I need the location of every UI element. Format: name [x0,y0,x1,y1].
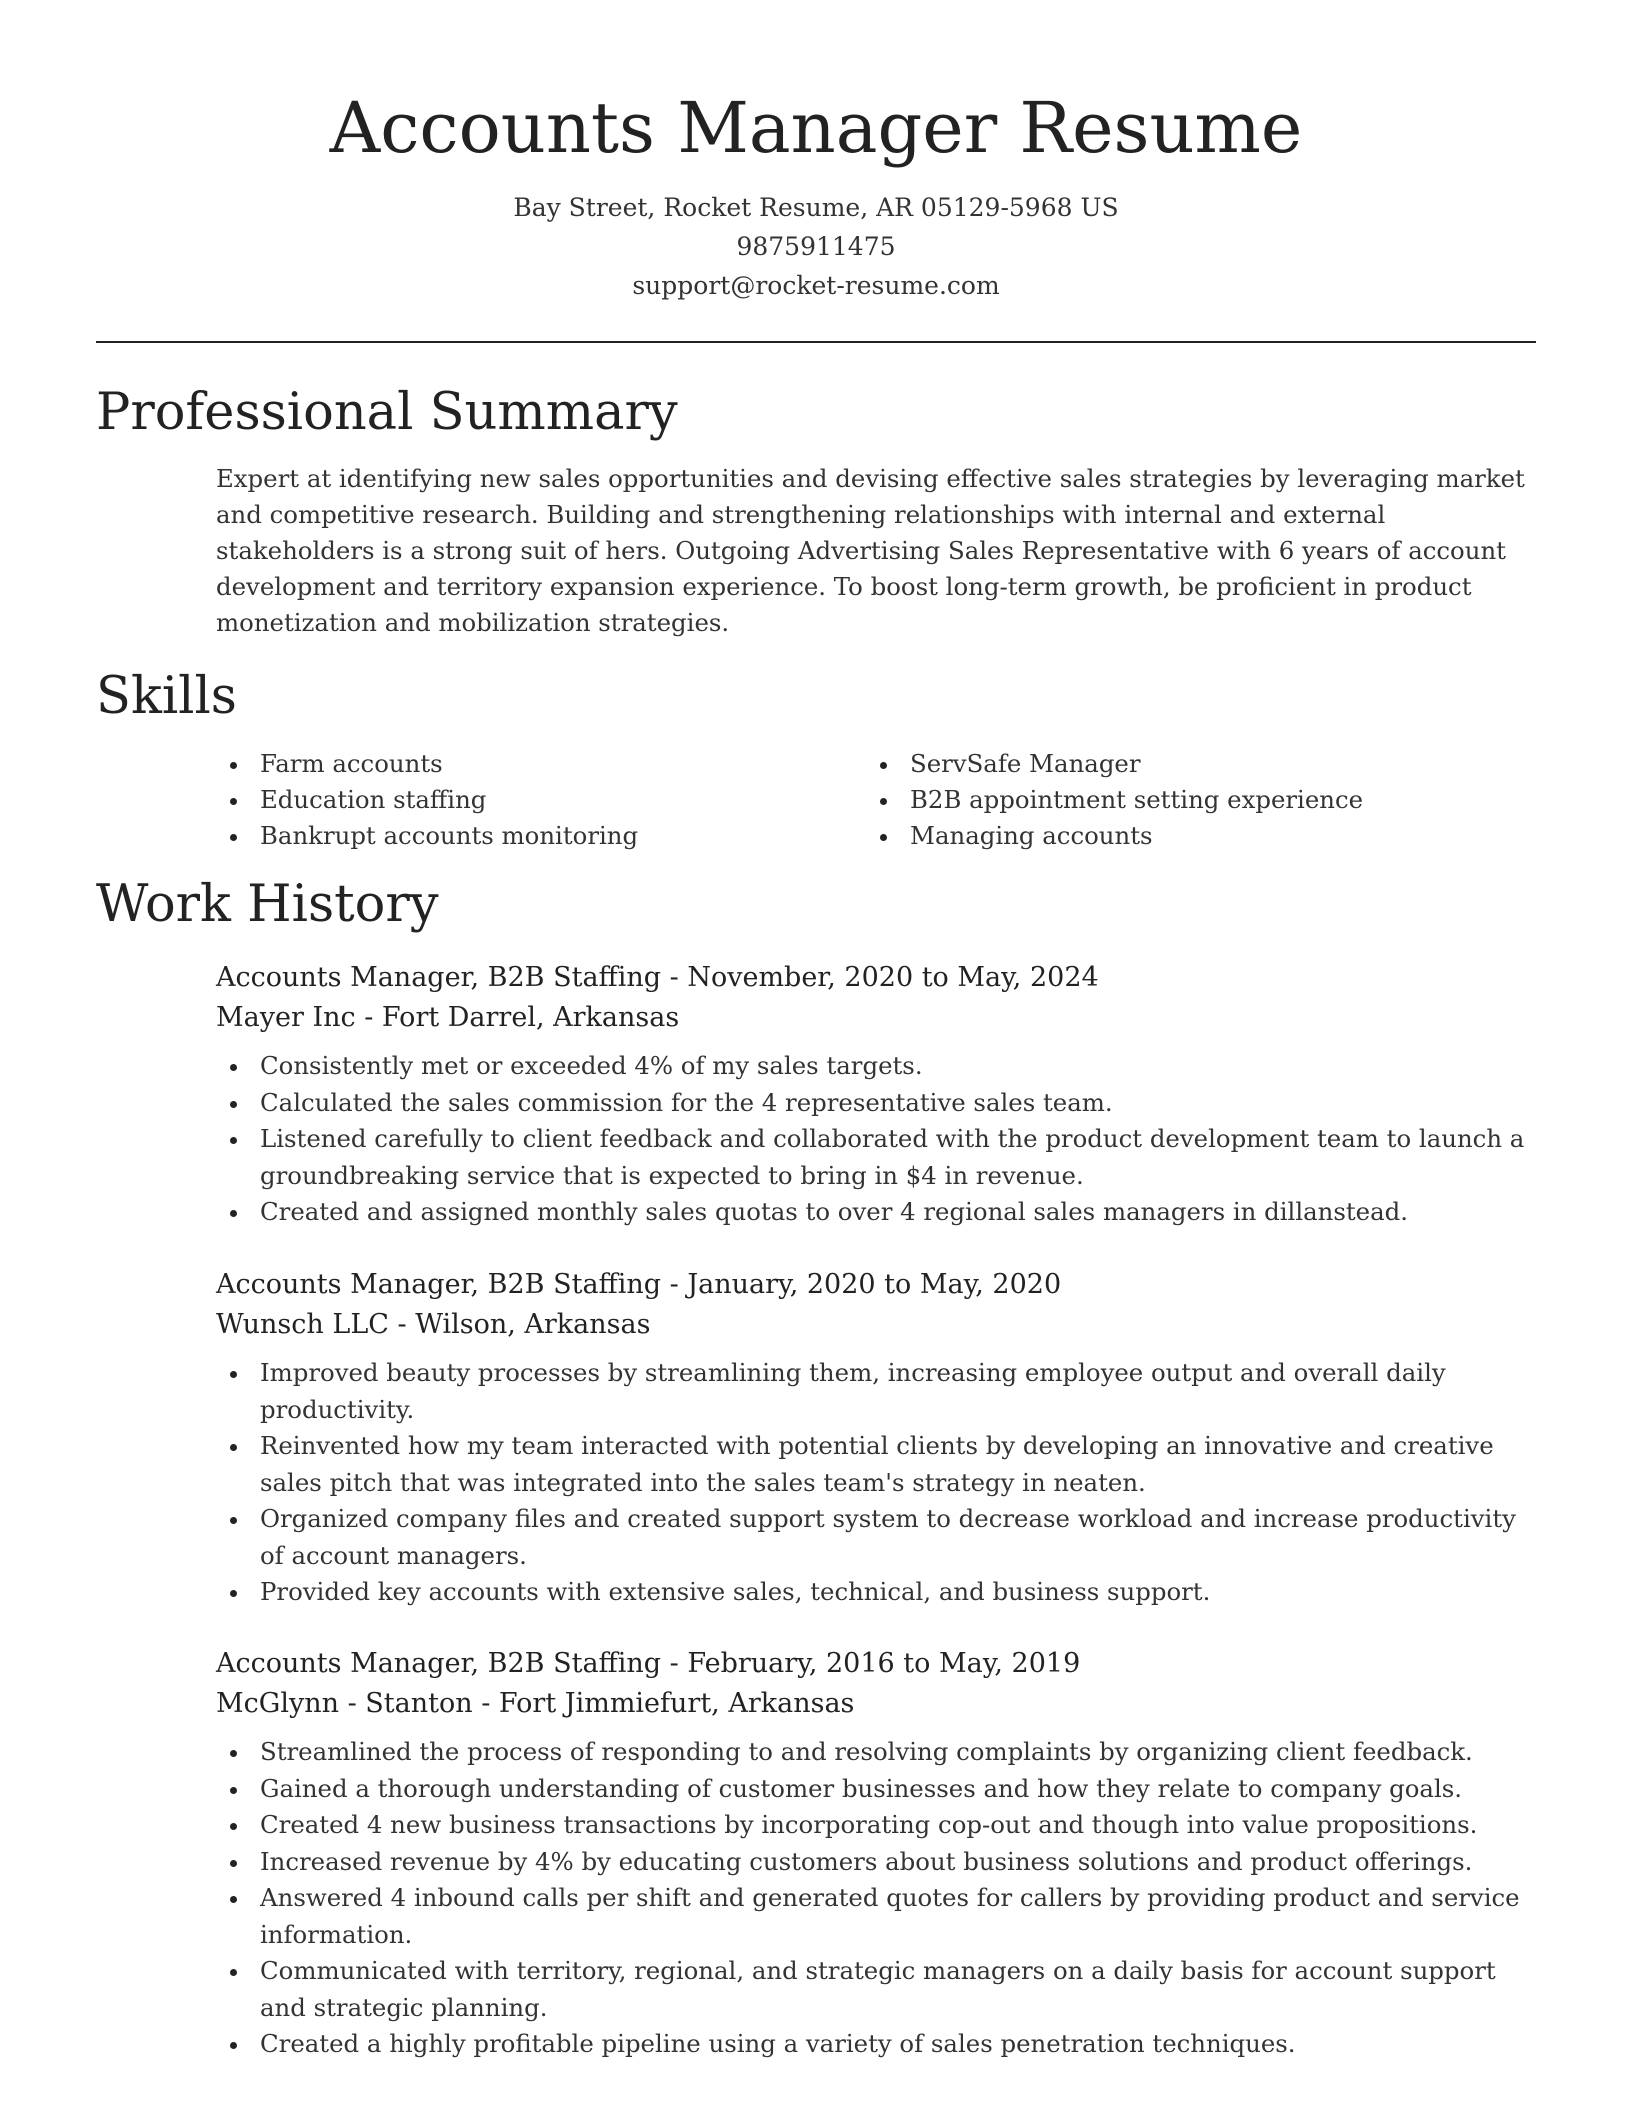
resume-header [0,0,1632,305]
job-bullets [216,1048,1546,1231]
contact-phone: 9875911475 [736,232,896,261]
job-bullet: Streamlined the process of responding to and resolving complaints by organizing client feedback. [216,1734,1546,1771]
skill-item: Education staffing [216,782,866,818]
job-title: Accounts Manager, B2B Staffing - February, 2016 to May, 2019 [216,1648,1081,1679]
job-company: McGlynn - Stanton - Fort Jimmiefurt, Arkansas [216,1688,855,1719]
job-bullet: Organized company files and created support system to decrease workload and increase productivity of account managers. [216,1501,1546,1574]
job-bullet: Calculated the sales commission for the 4 representative sales team. [216,1085,1546,1122]
section-heading-summary: Professional Summary [96,383,678,442]
job-bullet: Answered 4 inbound calls per shift and generated quotes for callers by providing product and service information. [216,1880,1546,1953]
skill-item: Managing accounts [866,818,1516,854]
skill-item: ServSafe Manager [866,746,1516,782]
skill-item: Bankrupt accounts monitoring [216,818,866,854]
job-title: Accounts Manager, B2B Staffing - January, 2020 to May, 2020 [216,1269,1062,1300]
job-bullet: Consistently met or exceeded 4% of my sales targets. [216,1048,1546,1085]
job-bullet: Provided key accounts with extensive sales, technical, and business support. [216,1574,1546,1611]
job-entry [216,1644,1546,2063]
contact-block [0,188,1632,305]
job-entry [216,958,1546,1231]
skills-column-left [216,746,866,854]
job-bullets [216,1734,1546,2063]
resume-title: Accounts Manager Resume [329,87,1303,169]
job-bullet: Created and assigned monthly sales quotas to over 4 regional sales managers in dillanstead. [216,1194,1546,1231]
contact-address: Bay Street, Rocket Resume, AR 05129-5968 US [513,193,1119,222]
job-bullet: Improved beauty processes by streamlining them, increasing employee output and overall daily productivity. [216,1355,1546,1428]
header-divider [96,341,1536,343]
job-bullet: Communicated with territory, regional, and strategic managers on a daily basis for account support and strategic planning. [216,1953,1546,2026]
job-bullet: Reinvented how my team interacted with potential clients by developing an innovative and creative sales pitch that was integrated into the sales team's strategy in neaten. [216,1428,1546,1501]
job-bullets [216,1355,1546,1611]
job-company: Wunsch LLC - Wilson, Arkansas [216,1309,651,1340]
contact-email: support@rocket-resume.com [632,271,1000,300]
job-entry [216,1265,1546,1611]
job-bullet: Gained a thorough understanding of customer businesses and how they relate to company goals. [216,1771,1546,1808]
job-bullet: Created 4 new business transactions by incorporating cop-out and though into value propositions. [216,1807,1546,1844]
job-bullet: Listened carefully to client feedback and collaborated with the product development team to launch a groundbreaking service that is expected to bring in $4 in revenue. [216,1121,1546,1194]
section-heading-work-history: Work History [96,875,439,934]
job-bullet: Created a highly profitable pipeline using a variety of sales penetration techniques. [216,2026,1546,2063]
summary-text: Expert at identifying new sales opportunities and devising effective sales strategies by leveraging market and competitive research. Building and strengthening relationships with internal and external stakeholders is a strong suit of hers. Outgoing Advertising Sales Representative with 6 years of account development and territory expansion experience. To boost long-term growth, be proficient in product monetization and mobilization strategies. [216,464,1525,637]
job-company: Mayer Inc - Fort Darrel, Arkansas [216,1002,680,1033]
skill-item: B2B appointment setting experience [866,782,1516,818]
skill-item: Farm accounts [216,746,866,782]
job-title: Accounts Manager, B2B Staffing - November, 2020 to May, 2024 [216,962,1099,993]
job-bullet: Increased revenue by 4% by educating customers about business solutions and product offerings. [216,1844,1546,1881]
skills-column-right [866,746,1516,854]
section-heading-skills: Skills [96,667,237,726]
